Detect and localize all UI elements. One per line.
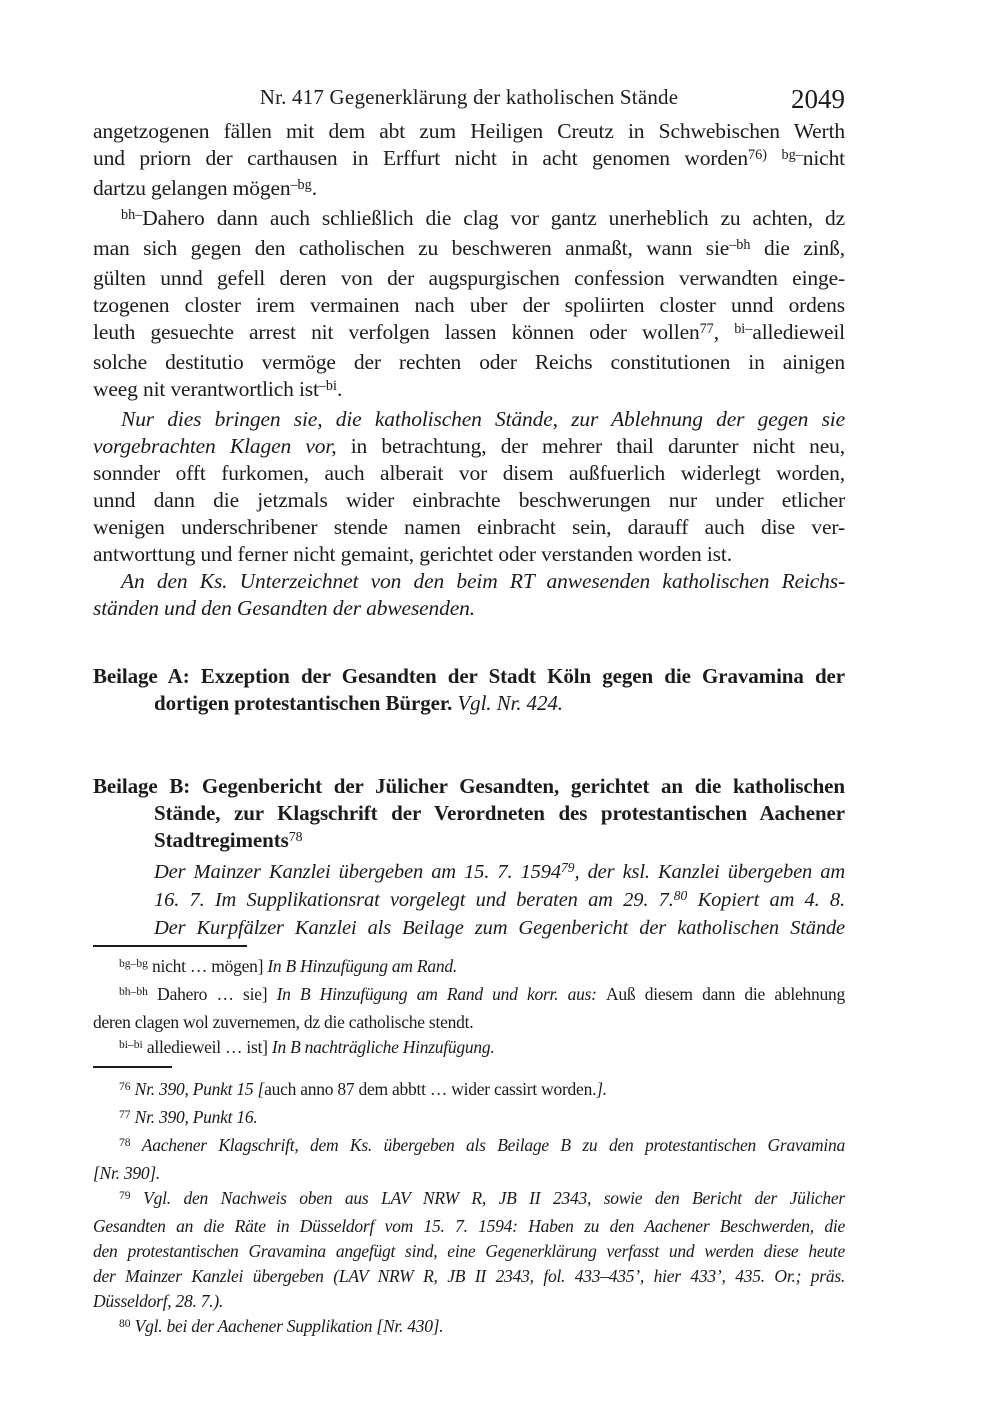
text-line: angetzogenen fällen mit dem abt zum Heiligen Creutz in Schwebischen Werth (93, 119, 845, 143)
paragraph-dahero (93, 205, 845, 406)
text-line: $^{bh-bh}$ Dahero … sie] In B Hinzufügung am Rand und korr. aus: Auß diesem dann die ablehnung (119, 984, 845, 1004)
paragraph-address (93, 568, 845, 622)
text-line: Der Mainzer Kanzlei übergeben am 15. 7. 1594$^{79}$, der ksl. Kanzlei übergeben am (154, 859, 845, 883)
text-line: wenigen underschribener stende namen einbracht sein, darauff auch dise ver- (93, 515, 845, 539)
text-line: weeg nit verantwortlich ist$^{-bi}$. (93, 377, 343, 401)
text-line: tzogenen closter irem vermainen nach uber der spoliirten closter unnd ordens (93, 293, 845, 317)
text-line: $^{76}$ Nr. 390, Punkt 15 [auch anno 87 dem abbtt … wider cassirt worden.]. (119, 1079, 607, 1099)
text-line: man sich gegen den catholischen zu beschweren anmaßt, wann sie$^{-bh}$ die zinß, (93, 236, 845, 260)
text-line: dortigen protestantischen Bürger. Vgl. Nr. 424. (154, 691, 563, 715)
text-line: Stadtregiments$^{78}$ (154, 828, 303, 852)
paragraph-continuation (93, 118, 845, 205)
page-header (93, 84, 845, 114)
paragraph-rejection (93, 406, 845, 568)
text-line: den protestantischen Gravamina angefügt sind, eine Gegenerklärung verfasst und werden diese heute (93, 1241, 845, 1261)
text-line: sonnder offt furkomen, auch alberait vor disem außfuerlich widerlegt worden, (93, 461, 845, 485)
beilage-a-heading (93, 663, 845, 717)
text-line: dartzu gelangen mögen$^{-bg}$. (93, 176, 317, 200)
text-line: $^{77}$ Nr. 390, Punkt 16. (119, 1107, 258, 1127)
text-line: unnd dann die jetzmals wider einbrachte beschwerungen nur under etlicher (93, 488, 845, 512)
beilage-b-heading (93, 773, 845, 856)
apparatus-note-bi (93, 1035, 845, 1063)
running-title: Nr. 417 Gegenerklärung der katholischen Stände (259, 85, 679, 109)
text-line: Der Kurpfälzer Kanzlei als Beilage zum Gegenbericht der katholischen Stände (154, 917, 845, 939)
footnote-76 (93, 1077, 845, 1105)
text-line: ständen und den Gesandten der abwesenden. (93, 596, 475, 620)
text-line: An den Ks. Unterzeichnet von den beim RT anwesenden katholischen Reichs- (121, 569, 845, 593)
text-line: Beilage A: Exzeption der Gesandten der Stadt Köln gegen die Gravamina der (93, 664, 845, 688)
footnote-77 (93, 1105, 845, 1133)
apparatus-divider (93, 945, 247, 947)
text-line: 16. 7. Im Supplikationsrat vorgelegt und beraten am 29. 7.80 Kopiert am 4. 8. (154, 887, 846, 911)
apparatus-note-bh (93, 982, 845, 1035)
apparatus-note-bg (93, 954, 845, 982)
text-line: $^{bh-}$Dahero dann auch schließlich die clag vor gantz unerheblich zu achten, dz (121, 206, 845, 230)
text-line: Düsseldorf, 28. 7.). (93, 1291, 224, 1311)
text-line: der Mainzer Kanzlei übergeben (LAV NRW R, JB II 2343, fol. 433–435’, hier 433’, 435. Or.; präs. (93, 1266, 845, 1286)
text-line: $^{bi-bi}$ alledieweil … ist] In B nachträgliche Hinzufügung. (119, 1037, 495, 1057)
text-line: Nur dies bringen sie, die katholischen Stände, zur Ablehnung der gegen sie (121, 407, 845, 431)
text-line: deren clagen wol zuvernemen, dz die catholische stendt. (93, 1012, 474, 1032)
text-line: $^{80}$ Vgl. bei der Aachener Supplikation [Nr. 430]. (119, 1316, 444, 1336)
text-line: $^{79}$ Vgl. den Nachweis oben aus LAV NRW R, JB II 2343, sowie den Bericht der Jülicher (119, 1188, 845, 1208)
footnote-divider (93, 1066, 172, 1068)
footnote-78 (93, 1133, 845, 1186)
text-line: antworttung und ferner nicht gemaint, gerichtet oder verstanden worden ist. (93, 542, 732, 566)
text-line: Beilage B: Gegenbericht der Jülicher Gesandten, gerichtet an die katholischen (93, 774, 845, 798)
text-line: und priorn der carthausen in Erffurt nicht in acht genomen worden$^{76)}$ $^{bg-}$nicht (93, 146, 845, 170)
text-line: leuth gesuechte arrest nit verfolgen lassen können oder wollen$^{77}$, $^{bi-}$alledieweil (93, 320, 845, 344)
text-line: vorgebrachten Klagen vor, in betrachtung, der mehrer thail darunter nicht neu, (93, 434, 845, 458)
footnote-80 (93, 1314, 845, 1342)
text-line: Stände, zur Klagschrift der Verordneten des protestantischen Aachener (154, 801, 845, 825)
source-note (93, 859, 845, 942)
footnote-79 (93, 1186, 845, 1314)
text-line: gülten unnd gefell deren von der augspurgischen confession verwandten einge- (93, 266, 845, 290)
text-line: [Nr. 390]. (93, 1163, 161, 1183)
text-line: Gesandten an die Räte in Düsseldorf vom 15. 7. 1594: Haben zu den Aachener Beschwerden, die (93, 1216, 845, 1236)
text-line: solche destitutio vermöge der rechten oder Reichs constitutionen in ainigen (93, 350, 845, 374)
text-line: $^{bg-bg}$ nicht … mögen] In B Hinzufügung am Rand. (119, 956, 457, 976)
page-number: 2049 (791, 84, 845, 114)
text-line: $^{78}$ Aachener Klagschrift, dem Ks. übergeben als Beilage B zu den protestantischen Gravamina (119, 1135, 845, 1155)
